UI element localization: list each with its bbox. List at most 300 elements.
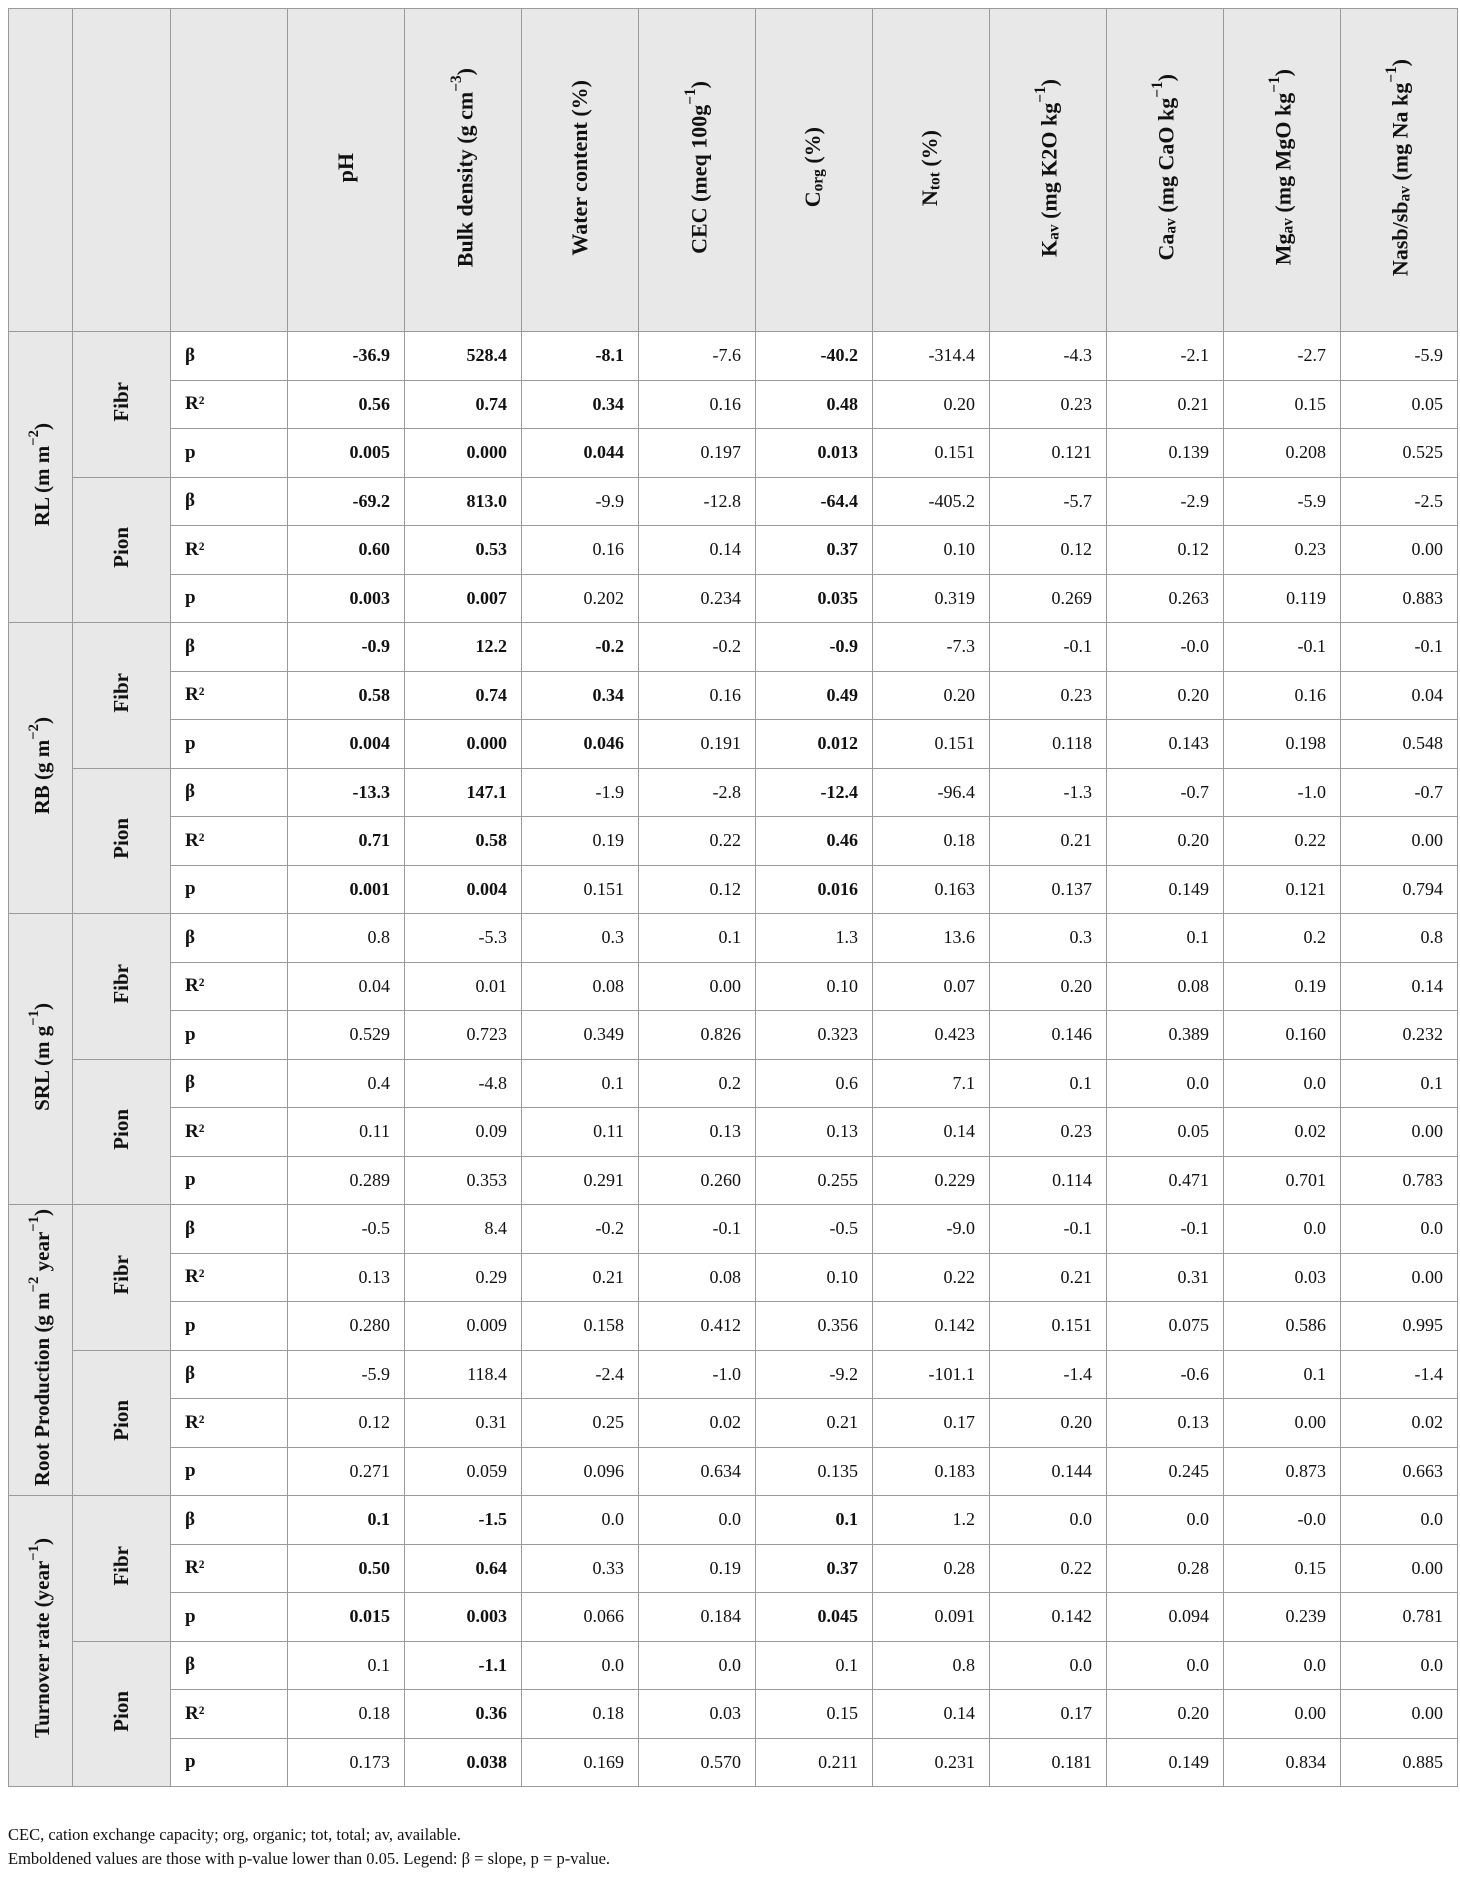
table-cell: 0.263 xyxy=(1107,574,1224,623)
table-cell: 0.60 xyxy=(288,526,405,575)
table-cell: 0.163 xyxy=(873,865,990,914)
stat-label: β xyxy=(171,1059,288,1108)
table-cell: 0.0 xyxy=(522,1641,639,1690)
column-header-text: C xyxy=(800,191,826,208)
table-row xyxy=(9,720,1458,769)
table-cell: 0.19 xyxy=(1224,962,1341,1011)
group-label-text: ) xyxy=(30,422,54,430)
table-cell: 0.00 xyxy=(1341,817,1458,866)
table-cell: -0.7 xyxy=(1107,768,1224,817)
table-cell: 0.183 xyxy=(873,1447,990,1496)
column-header-label xyxy=(1266,69,1298,265)
table-cell: 0.13 xyxy=(288,1253,405,1302)
stat-label: R² xyxy=(171,817,288,866)
table-cell: -1.4 xyxy=(1341,1350,1458,1399)
table-cell: 0.33 xyxy=(522,1544,639,1593)
table-cell: 0.1 xyxy=(1224,1350,1341,1399)
table-cell: 0.14 xyxy=(873,1690,990,1739)
table-cell: -0.2 xyxy=(522,623,639,672)
table-row xyxy=(9,1593,1458,1642)
table-cell: -314.4 xyxy=(873,332,990,381)
stat-label: R² xyxy=(171,1108,288,1157)
table-cell: 0.03 xyxy=(639,1690,756,1739)
table-row xyxy=(9,1350,1458,1399)
column-header xyxy=(522,9,639,332)
table-cell: 0.142 xyxy=(873,1302,990,1351)
table-cell: -1.4 xyxy=(990,1350,1107,1399)
table-cell: 0.13 xyxy=(756,1108,873,1157)
table-cell: 0.50 xyxy=(288,1544,405,1593)
table-cell: 0.01 xyxy=(405,962,522,1011)
table-cell: 0.0 xyxy=(990,1496,1107,1545)
column-header-subscript: av xyxy=(1045,223,1063,240)
table-cell: 0.181 xyxy=(990,1738,1107,1787)
column-header-text: (mg K2O kg xyxy=(1036,102,1062,224)
table-cell: 0.234 xyxy=(639,574,756,623)
table-cell: 0.2 xyxy=(1224,914,1341,963)
table-cell: 0.21 xyxy=(1107,380,1224,429)
table-cell: 0.1 xyxy=(756,1641,873,1690)
table-cell: 0.000 xyxy=(405,429,522,478)
table-cell: 0.529 xyxy=(288,1011,405,1060)
species-label-text: Pion xyxy=(109,817,133,859)
table-cell: 0.016 xyxy=(756,865,873,914)
table-cell: 0.34 xyxy=(522,380,639,429)
column-header-text: ) xyxy=(1270,69,1296,77)
table-cell: 0.586 xyxy=(1224,1302,1341,1351)
row-group-label xyxy=(9,1205,73,1496)
table-cell: -1.1 xyxy=(405,1641,522,1690)
table-cell: -0.1 xyxy=(1224,623,1341,672)
table-cell: 0.239 xyxy=(1224,1593,1341,1642)
table-cell: 0.0 xyxy=(990,1641,1107,1690)
table-cell: 0.25 xyxy=(522,1399,639,1448)
table-cell: 0.015 xyxy=(288,1593,405,1642)
table-cell: 0.143 xyxy=(1107,720,1224,769)
table-cell: 0.139 xyxy=(1107,429,1224,478)
stat-label: p xyxy=(171,1302,288,1351)
table-cell: -12.4 xyxy=(756,768,873,817)
table-cell: 0.58 xyxy=(288,671,405,720)
table-cell: 0.119 xyxy=(1224,574,1341,623)
row-group-text xyxy=(26,1209,55,1486)
table-cell: 0.885 xyxy=(1341,1738,1458,1787)
table-cell: 0.02 xyxy=(639,1399,756,1448)
table-row xyxy=(9,1496,1458,1545)
table-cell: 0.094 xyxy=(1107,1593,1224,1642)
table-cell: 0.04 xyxy=(1341,671,1458,720)
table-cell: 0.003 xyxy=(288,574,405,623)
table-cell: 0.17 xyxy=(990,1690,1107,1739)
table-cell: 0.49 xyxy=(756,671,873,720)
column-header-text: K xyxy=(1036,239,1062,257)
species-label xyxy=(73,477,171,623)
table-cell: -2.7 xyxy=(1224,332,1341,381)
table-cell: 0.00 xyxy=(639,962,756,1011)
table-row xyxy=(9,429,1458,478)
column-header-text: Ca xyxy=(1153,233,1179,261)
table-cell: 0.781 xyxy=(1341,1593,1458,1642)
table-cell: 0.00 xyxy=(1341,1544,1458,1593)
table-cell: 0.000 xyxy=(405,720,522,769)
column-header-text: ) xyxy=(686,81,712,89)
group-label-superscript: −2 xyxy=(26,1276,42,1293)
stat-label: p xyxy=(171,574,288,623)
table-cell: -4.8 xyxy=(405,1059,522,1108)
stat-label: β xyxy=(171,1496,288,1545)
table-cell: 0.003 xyxy=(405,1593,522,1642)
table-cell: 0.12 xyxy=(1107,526,1224,575)
table-cell: -13.3 xyxy=(288,768,405,817)
stat-label: β xyxy=(171,332,288,381)
table-cell: 0.096 xyxy=(522,1447,639,1496)
table-cell: 0.525 xyxy=(1341,429,1458,478)
table-cell: 0.37 xyxy=(756,526,873,575)
species-label xyxy=(73,768,171,914)
table-row xyxy=(9,1156,1458,1205)
table-cell: 0.1 xyxy=(1341,1059,1458,1108)
group-label-text: ) xyxy=(30,1208,54,1216)
stat-label: β xyxy=(171,623,288,672)
table-cell: -96.4 xyxy=(873,768,990,817)
species-label-text: Pion xyxy=(109,1108,133,1150)
table-cell: 0.20 xyxy=(873,671,990,720)
table-cell: 0.37 xyxy=(756,1544,873,1593)
table-cell: -5.9 xyxy=(1341,332,1458,381)
table-cell: 0.883 xyxy=(1341,574,1458,623)
table-cell: 0.74 xyxy=(405,671,522,720)
group-label-superscript: −1 xyxy=(26,1215,42,1232)
group-label-superscript: −2 xyxy=(26,723,42,740)
row-group-label xyxy=(9,914,73,1205)
column-header-text: pH xyxy=(333,152,358,183)
species-label-text: Pion xyxy=(109,1399,133,1441)
table-cell: 0.0 xyxy=(1107,1059,1224,1108)
table-cell: 0.723 xyxy=(405,1011,522,1060)
table-cell: -0.1 xyxy=(1107,1205,1224,1254)
table-cell: 0.151 xyxy=(990,1302,1107,1351)
table-cell: 0.13 xyxy=(639,1108,756,1157)
table-cell: 0.289 xyxy=(288,1156,405,1205)
table-cell: 0.035 xyxy=(756,574,873,623)
column-header-text: ) xyxy=(452,67,478,76)
column-header-superscript: −3 xyxy=(447,75,465,92)
table-cell: 0.31 xyxy=(405,1399,522,1448)
stat-label: R² xyxy=(171,1690,288,1739)
table-cell: 0.12 xyxy=(990,526,1107,575)
table-cell: 0.21 xyxy=(990,1253,1107,1302)
table-cell: 0.08 xyxy=(522,962,639,1011)
stat-label: R² xyxy=(171,380,288,429)
table-cell: 0.02 xyxy=(1341,1399,1458,1448)
table-cell: 0.169 xyxy=(522,1738,639,1787)
stat-label: p xyxy=(171,1593,288,1642)
table-cell: -8.1 xyxy=(522,332,639,381)
table-cell: 0.114 xyxy=(990,1156,1107,1205)
table-cell: -1.9 xyxy=(522,768,639,817)
table-cell: 0.118 xyxy=(990,720,1107,769)
table-cell: 0.834 xyxy=(1224,1738,1341,1787)
table-cell: 0.13 xyxy=(1107,1399,1224,1448)
table-cell: 0.23 xyxy=(990,380,1107,429)
stat-label: β xyxy=(171,1641,288,1690)
table-cell: 1.3 xyxy=(756,914,873,963)
table-cell: 0.291 xyxy=(522,1156,639,1205)
table-cell: 0.323 xyxy=(756,1011,873,1060)
column-header-text: (mg CaO kg xyxy=(1153,98,1179,219)
table-cell: 0.191 xyxy=(639,720,756,769)
column-header xyxy=(756,9,873,332)
species-label-text: Fibr xyxy=(109,963,133,1004)
group-label-text: ) xyxy=(30,716,54,724)
table-cell: 0.794 xyxy=(1341,865,1458,914)
table-cell: 0.12 xyxy=(288,1399,405,1448)
table-cell: 0.15 xyxy=(1224,1544,1341,1593)
table-cell: -4.3 xyxy=(990,332,1107,381)
table-cell: 0.00 xyxy=(1224,1690,1341,1739)
table-cell: 0.00 xyxy=(1224,1399,1341,1448)
table-cell: -40.2 xyxy=(756,332,873,381)
group-label-text: ) xyxy=(30,1002,54,1010)
table-cell: 0.20 xyxy=(1107,1690,1224,1739)
table-cell: -1.0 xyxy=(639,1350,756,1399)
column-header-text: ) xyxy=(1036,78,1062,86)
table-cell: 0.00 xyxy=(1341,1108,1458,1157)
table-cell: 0.07 xyxy=(873,962,990,1011)
table-cell: 0.349 xyxy=(522,1011,639,1060)
table-cell: 0.23 xyxy=(990,1108,1107,1157)
table-cell: 0.0 xyxy=(1341,1641,1458,1690)
table-row xyxy=(9,1205,1458,1254)
table-cell: 0.783 xyxy=(1341,1156,1458,1205)
table-row xyxy=(9,623,1458,672)
table-row xyxy=(9,865,1458,914)
table-cell: 0.74 xyxy=(405,380,522,429)
table-row xyxy=(9,768,1458,817)
table-cell: 0.045 xyxy=(756,1593,873,1642)
table-cell: 0.873 xyxy=(1224,1447,1341,1496)
table-cell: 0.151 xyxy=(873,429,990,478)
column-header xyxy=(990,9,1107,332)
table-cell: -0.7 xyxy=(1341,768,1458,817)
column-header-text: ) xyxy=(1153,74,1179,82)
column-header-text: Nasb/sb xyxy=(1387,201,1413,277)
table-cell: 0.144 xyxy=(990,1447,1107,1496)
table-cell: 0.20 xyxy=(1107,671,1224,720)
species-label-text: Fibr xyxy=(109,1254,133,1295)
table-cell: 0.075 xyxy=(1107,1302,1224,1351)
table-cell: 0.0 xyxy=(1224,1205,1341,1254)
group-label-text: RB (g m xyxy=(30,739,54,815)
table-cell: -101.1 xyxy=(873,1350,990,1399)
table-cell: 0.001 xyxy=(288,865,405,914)
stat-label: p xyxy=(171,720,288,769)
table-cell: 0.471 xyxy=(1107,1156,1224,1205)
table-cell: 0.121 xyxy=(990,429,1107,478)
table-cell: 0.137 xyxy=(990,865,1107,914)
table-cell: 0.211 xyxy=(756,1738,873,1787)
row-group-label xyxy=(9,332,73,623)
group-label-superscript: −1 xyxy=(26,1545,42,1562)
table-cell: 0.151 xyxy=(522,865,639,914)
table-cell: -2.9 xyxy=(1107,477,1224,526)
table-cell: 0.16 xyxy=(1224,671,1341,720)
table-cell: 0.007 xyxy=(405,574,522,623)
column-header-text: (%) xyxy=(917,129,943,172)
table-cell: 0.11 xyxy=(288,1108,405,1157)
stat-label: R² xyxy=(171,671,288,720)
table-cell: 0.17 xyxy=(873,1399,990,1448)
column-header-subscript: av xyxy=(1396,186,1414,202)
table-cell: 0.009 xyxy=(405,1302,522,1351)
table-row xyxy=(9,1641,1458,1690)
table-cell: -0.1 xyxy=(990,1205,1107,1254)
table-cell: 0.53 xyxy=(405,526,522,575)
species-label xyxy=(73,332,171,478)
table-cell: -0.9 xyxy=(756,623,873,672)
column-header-subscript: org xyxy=(809,169,827,192)
table-cell: 0.16 xyxy=(639,671,756,720)
table-body xyxy=(9,332,1458,1787)
column-header-subscript: av xyxy=(1162,218,1180,234)
table-cell: 0.271 xyxy=(288,1447,405,1496)
table-cell: 0.22 xyxy=(990,1544,1107,1593)
table-cell: 0.1 xyxy=(288,1496,405,1545)
table-cell: 0.091 xyxy=(873,1593,990,1642)
column-header-text: Bulk density (g cm xyxy=(452,91,478,268)
table-cell: 0.142 xyxy=(990,1593,1107,1642)
table-cell: 0.19 xyxy=(639,1544,756,1593)
table-cell: 0.02 xyxy=(1224,1108,1341,1157)
group-label-text: Root Production (g m xyxy=(30,1292,54,1487)
table-cell: 0.2 xyxy=(639,1059,756,1108)
species-label-text: Pion xyxy=(109,526,133,568)
table-cell: 0.48 xyxy=(756,380,873,429)
table-cell: 0.08 xyxy=(1107,962,1224,1011)
table-cell: -69.2 xyxy=(288,477,405,526)
table-cell: -0.2 xyxy=(639,623,756,672)
table-cell: 0.1 xyxy=(1107,914,1224,963)
table-cell: 0.0 xyxy=(1107,1641,1224,1690)
table-cell: 0.0 xyxy=(1224,1641,1341,1690)
table-cell: -7.3 xyxy=(873,623,990,672)
column-header-text: ) xyxy=(1387,58,1413,67)
table-cell: 0.29 xyxy=(405,1253,522,1302)
stat-label: p xyxy=(171,1156,288,1205)
table-cell: 0.231 xyxy=(873,1738,990,1787)
table-cell: 0.15 xyxy=(1224,380,1341,429)
table-cell: 0.229 xyxy=(873,1156,990,1205)
column-header xyxy=(288,9,405,332)
table-cell: 0.08 xyxy=(639,1253,756,1302)
table-cell: 0.197 xyxy=(639,429,756,478)
stat-label: R² xyxy=(171,1253,288,1302)
column-header xyxy=(405,9,522,332)
table-row xyxy=(9,574,1458,623)
table-cell: -0.1 xyxy=(1341,623,1458,672)
stat-label: β xyxy=(171,768,288,817)
table-cell: 0.356 xyxy=(756,1302,873,1351)
regression-table xyxy=(8,8,1458,1787)
table-cell: 0.135 xyxy=(756,1447,873,1496)
table-cell: 0.1 xyxy=(990,1059,1107,1108)
table-cell: 0.09 xyxy=(405,1108,522,1157)
row-group-label xyxy=(9,623,73,914)
table-cell: 0.1 xyxy=(639,914,756,963)
table-cell: -36.9 xyxy=(288,332,405,381)
table-row xyxy=(9,1011,1458,1060)
row-group-text xyxy=(26,1538,55,1738)
table-cell: 0.202 xyxy=(522,574,639,623)
table-cell: 0.21 xyxy=(990,817,1107,866)
table-cell: 0.423 xyxy=(873,1011,990,1060)
table-row xyxy=(9,1302,1458,1351)
table-cell: -5.9 xyxy=(1224,477,1341,526)
table-cell: -0.0 xyxy=(1224,1496,1341,1545)
table-cell: 0.173 xyxy=(288,1738,405,1787)
table-cell: 0.0 xyxy=(639,1496,756,1545)
stat-label: β xyxy=(171,1350,288,1399)
table-cell: 0.389 xyxy=(1107,1011,1224,1060)
table-cell: 12.2 xyxy=(405,623,522,672)
stat-label: β xyxy=(171,1205,288,1254)
table-cell: 0.005 xyxy=(288,429,405,478)
group-label-text: Turnover rate (year xyxy=(30,1561,54,1739)
table-cell: 0.663 xyxy=(1341,1447,1458,1496)
table-row xyxy=(9,526,1458,575)
table-cell: 0.4 xyxy=(288,1059,405,1108)
table-cell: -9.9 xyxy=(522,477,639,526)
column-header xyxy=(873,9,990,332)
row-group-label xyxy=(9,1496,73,1787)
table-cell: 0.044 xyxy=(522,429,639,478)
table-cell: -405.2 xyxy=(873,477,990,526)
row-group-text xyxy=(26,1003,55,1111)
table-cell: 0.3 xyxy=(522,914,639,963)
table-cell: 813.0 xyxy=(405,477,522,526)
column-header-superscript: −1 xyxy=(1149,81,1167,99)
table-cell: 0.15 xyxy=(756,1690,873,1739)
table-cell: 0.995 xyxy=(1341,1302,1458,1351)
group-label-text: year xyxy=(30,1231,54,1277)
stat-label: R² xyxy=(171,962,288,1011)
table-cell: -2.5 xyxy=(1341,477,1458,526)
stat-label: R² xyxy=(171,526,288,575)
table-cell: -5.3 xyxy=(405,914,522,963)
stat-label: p xyxy=(171,865,288,914)
table-cell: 0.269 xyxy=(990,574,1107,623)
table-cell: 0.00 xyxy=(1341,1253,1458,1302)
table-cell: 0.0 xyxy=(1341,1205,1458,1254)
table-cell: 0.31 xyxy=(1107,1253,1224,1302)
table-cell: 0.11 xyxy=(522,1108,639,1157)
table-cell: -0.9 xyxy=(288,623,405,672)
table-cell: 0.8 xyxy=(288,914,405,963)
column-header-label xyxy=(800,127,827,207)
table-cell: 0.121 xyxy=(1224,865,1341,914)
column-header-text: (%) xyxy=(800,127,826,170)
column-header-superscript: −1 xyxy=(1383,66,1401,83)
table-cell: 0.16 xyxy=(522,526,639,575)
table-cell: 0.00 xyxy=(1341,526,1458,575)
table-row xyxy=(9,1253,1458,1302)
table-cell: -1.0 xyxy=(1224,768,1341,817)
table-row xyxy=(9,817,1458,866)
table-cell: 0.21 xyxy=(756,1399,873,1448)
table-cell: 0.12 xyxy=(639,865,756,914)
table-cell: 0.066 xyxy=(522,1593,639,1642)
column-header-text: Mg xyxy=(1270,233,1296,266)
